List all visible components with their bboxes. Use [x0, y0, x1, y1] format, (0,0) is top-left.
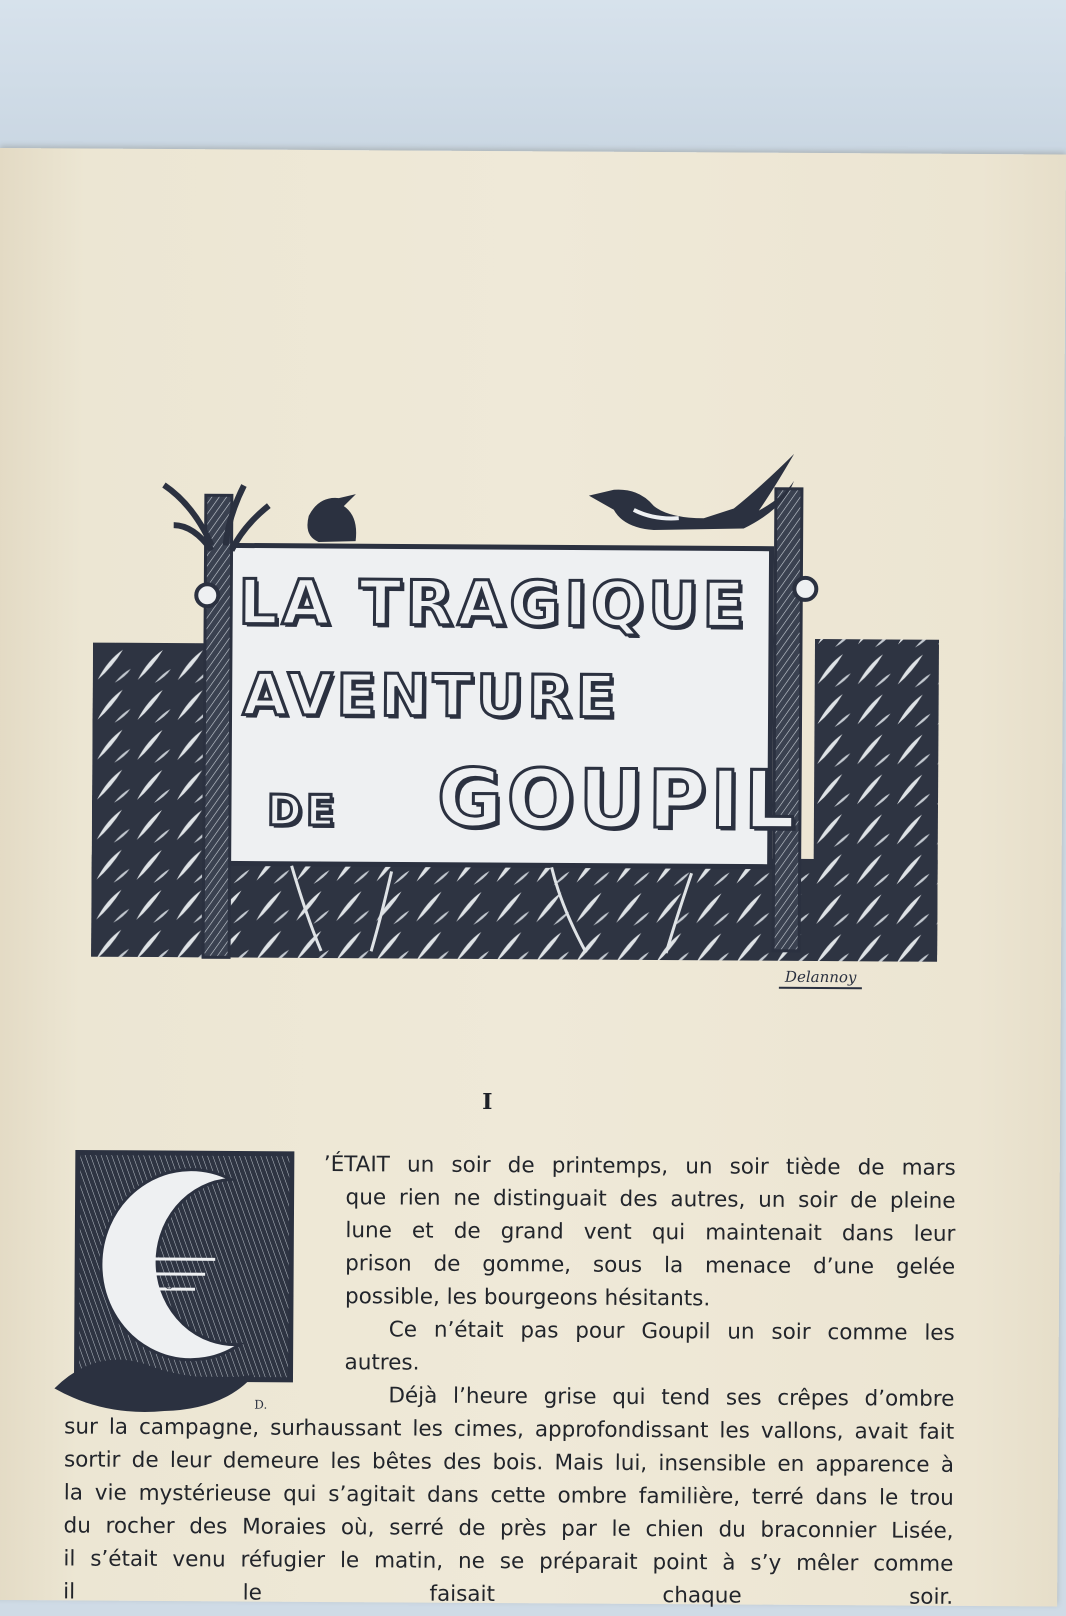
title-illustration	[91, 445, 944, 978]
text-line: ’ÉTAIT un soir de printemps, un soir tiède de mars	[323, 1151, 956, 1181]
paragraph-1-continued	[344, 1181, 955, 1416]
dropcap-illustration	[54, 1148, 302, 1417]
text-line: autres.	[344, 1350, 420, 1376]
text-line: la vie mystérieuse qui s’agitait dans cette ombre familière, terré dans le trou	[63, 1480, 954, 1511]
paragraph-3	[63, 1410, 954, 1613]
text-line: prison de gomme, sous la menace d’une gelée	[345, 1251, 956, 1280]
text-line: il le faisait chaque soir.	[63, 1579, 954, 1610]
chapter-number: I	[482, 1088, 493, 1116]
text-line: il s’était venu réfugier le matin, ne se préparait point à s’y mêler comme	[63, 1546, 954, 1577]
text-line: possible, les bourgeons hésitants.	[344, 1284, 711, 1312]
text-line: sur la campagne, surhaussant les cimes, approfondissant les vallons, avait fait	[64, 1414, 955, 1445]
title-line-1: LA TRAGIQUE	[238, 565, 749, 642]
magpie-icon	[589, 453, 794, 531]
left-post	[203, 495, 232, 957]
text-line: lune et de grand vent qui maintenait dans leur	[345, 1218, 956, 1247]
book-page	[0, 148, 1066, 1610]
text-line: du rocher des Moraies où, serré de près par le chien du braconnier Lisée,	[63, 1513, 954, 1544]
crow-icon	[307, 494, 356, 542]
title-line-2: AVENTURE	[242, 660, 620, 731]
title-line-3-de: DE	[266, 785, 339, 836]
dropcap-signature: D.	[254, 1397, 268, 1412]
background-surface	[0, 0, 1066, 160]
text-line: que rien ne distinguait des autres, un soir de pleine	[345, 1185, 956, 1214]
text-line: Déjà l’heure grise qui tend ses crêpes d’ombre	[388, 1383, 955, 1412]
paragraph-1	[324, 1148, 956, 1185]
text-line: sortir de leur demeure les bêtes des bois. Mais lui, insensible en apparence à	[63, 1447, 955, 1478]
dropcap-letter: C	[165, 1281, 173, 1293]
title-line-3-name: GOUPIL	[436, 751, 800, 847]
illustration-signature: Delannoy	[779, 968, 863, 990]
text-line: Ce n’était pas pour Goupil un soir comme les	[388, 1317, 955, 1346]
